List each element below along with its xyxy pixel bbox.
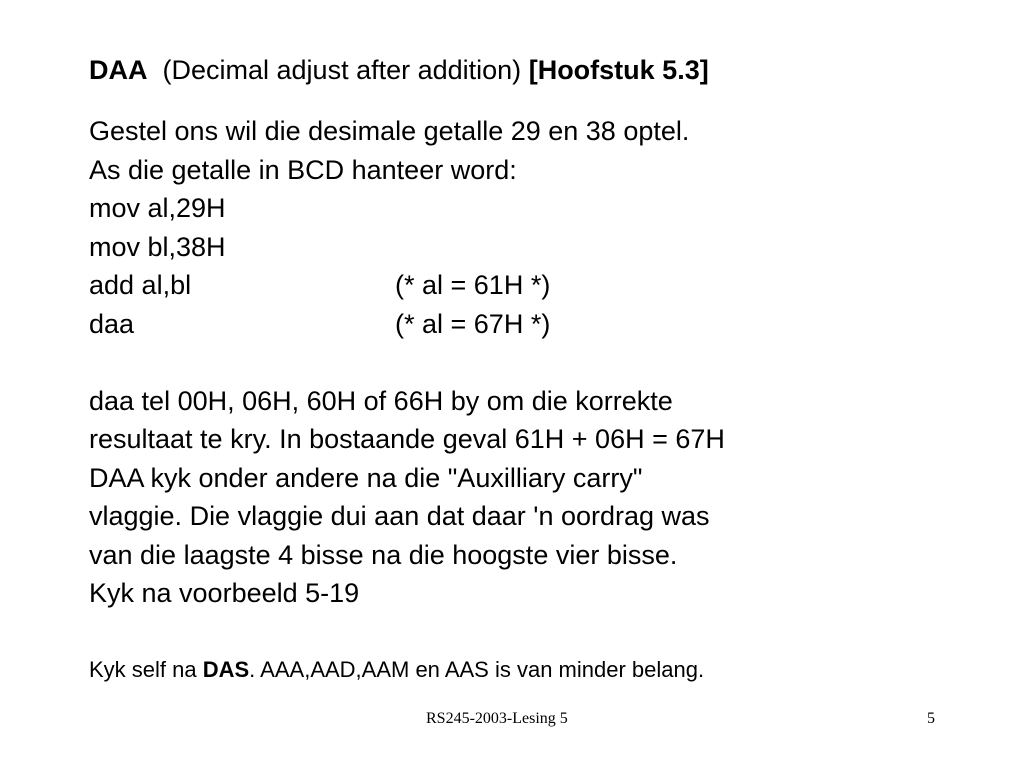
note-line bbox=[89, 655, 704, 685]
title-reference: [Hoofstuk 5.3] bbox=[528, 55, 709, 85]
intro-line: Gestel ons wil die desimale getalle 29 en 38 optel. bbox=[89, 116, 690, 146]
code-instruction: mov al,29H bbox=[89, 193, 226, 223]
spacer bbox=[89, 343, 725, 382]
title-keyword: DAA bbox=[89, 55, 148, 85]
explanation-line: Kyk na voorbeeld 5-19 bbox=[89, 578, 360, 608]
page-number: 5 bbox=[927, 710, 935, 727]
slide-body bbox=[89, 112, 725, 613]
code-line bbox=[89, 305, 725, 344]
note-prefix: Kyk self na bbox=[89, 657, 203, 682]
note-suffix: . AAA,AAD,AAM en AAS is van minder belang. bbox=[249, 657, 705, 682]
footer-title: RS245-2003-Lesing 5 bbox=[426, 710, 568, 727]
explanation-line: daa tel 00H, 06H, 60H of 66H by om die korrekte bbox=[89, 385, 673, 416]
note-bold-term: DAS bbox=[202, 657, 250, 682]
code-line bbox=[89, 266, 725, 305]
title-description: (Decimal adjust after addition) bbox=[162, 55, 522, 85]
code-comment: (* al = 61H *) bbox=[395, 270, 551, 300]
code-line bbox=[89, 189, 725, 228]
code-comment: (* al = 67H *) bbox=[395, 308, 551, 339]
explanation-line: vlaggie. Die vlaggie dui aan dat daar 'n oordrag was bbox=[89, 501, 710, 531]
code-instruction: daa bbox=[89, 308, 135, 339]
code-instruction: add al,bl bbox=[89, 270, 192, 300]
intro-line: As die getalle in BCD hanteer word: bbox=[89, 154, 517, 185]
explanation-line: resultaat te kry. In bostaande geval 61H + 06H = 67H bbox=[89, 424, 725, 454]
code-instruction: mov bl,38H bbox=[89, 231, 226, 262]
slide-title bbox=[89, 52, 709, 88]
code-line bbox=[89, 228, 725, 267]
explanation-line: van die laagste 4 bisse na die hoogste vier bisse. bbox=[89, 539, 678, 570]
explanation-line: DAA kyk onder andere na die "Auxilliary carry" bbox=[89, 462, 643, 493]
